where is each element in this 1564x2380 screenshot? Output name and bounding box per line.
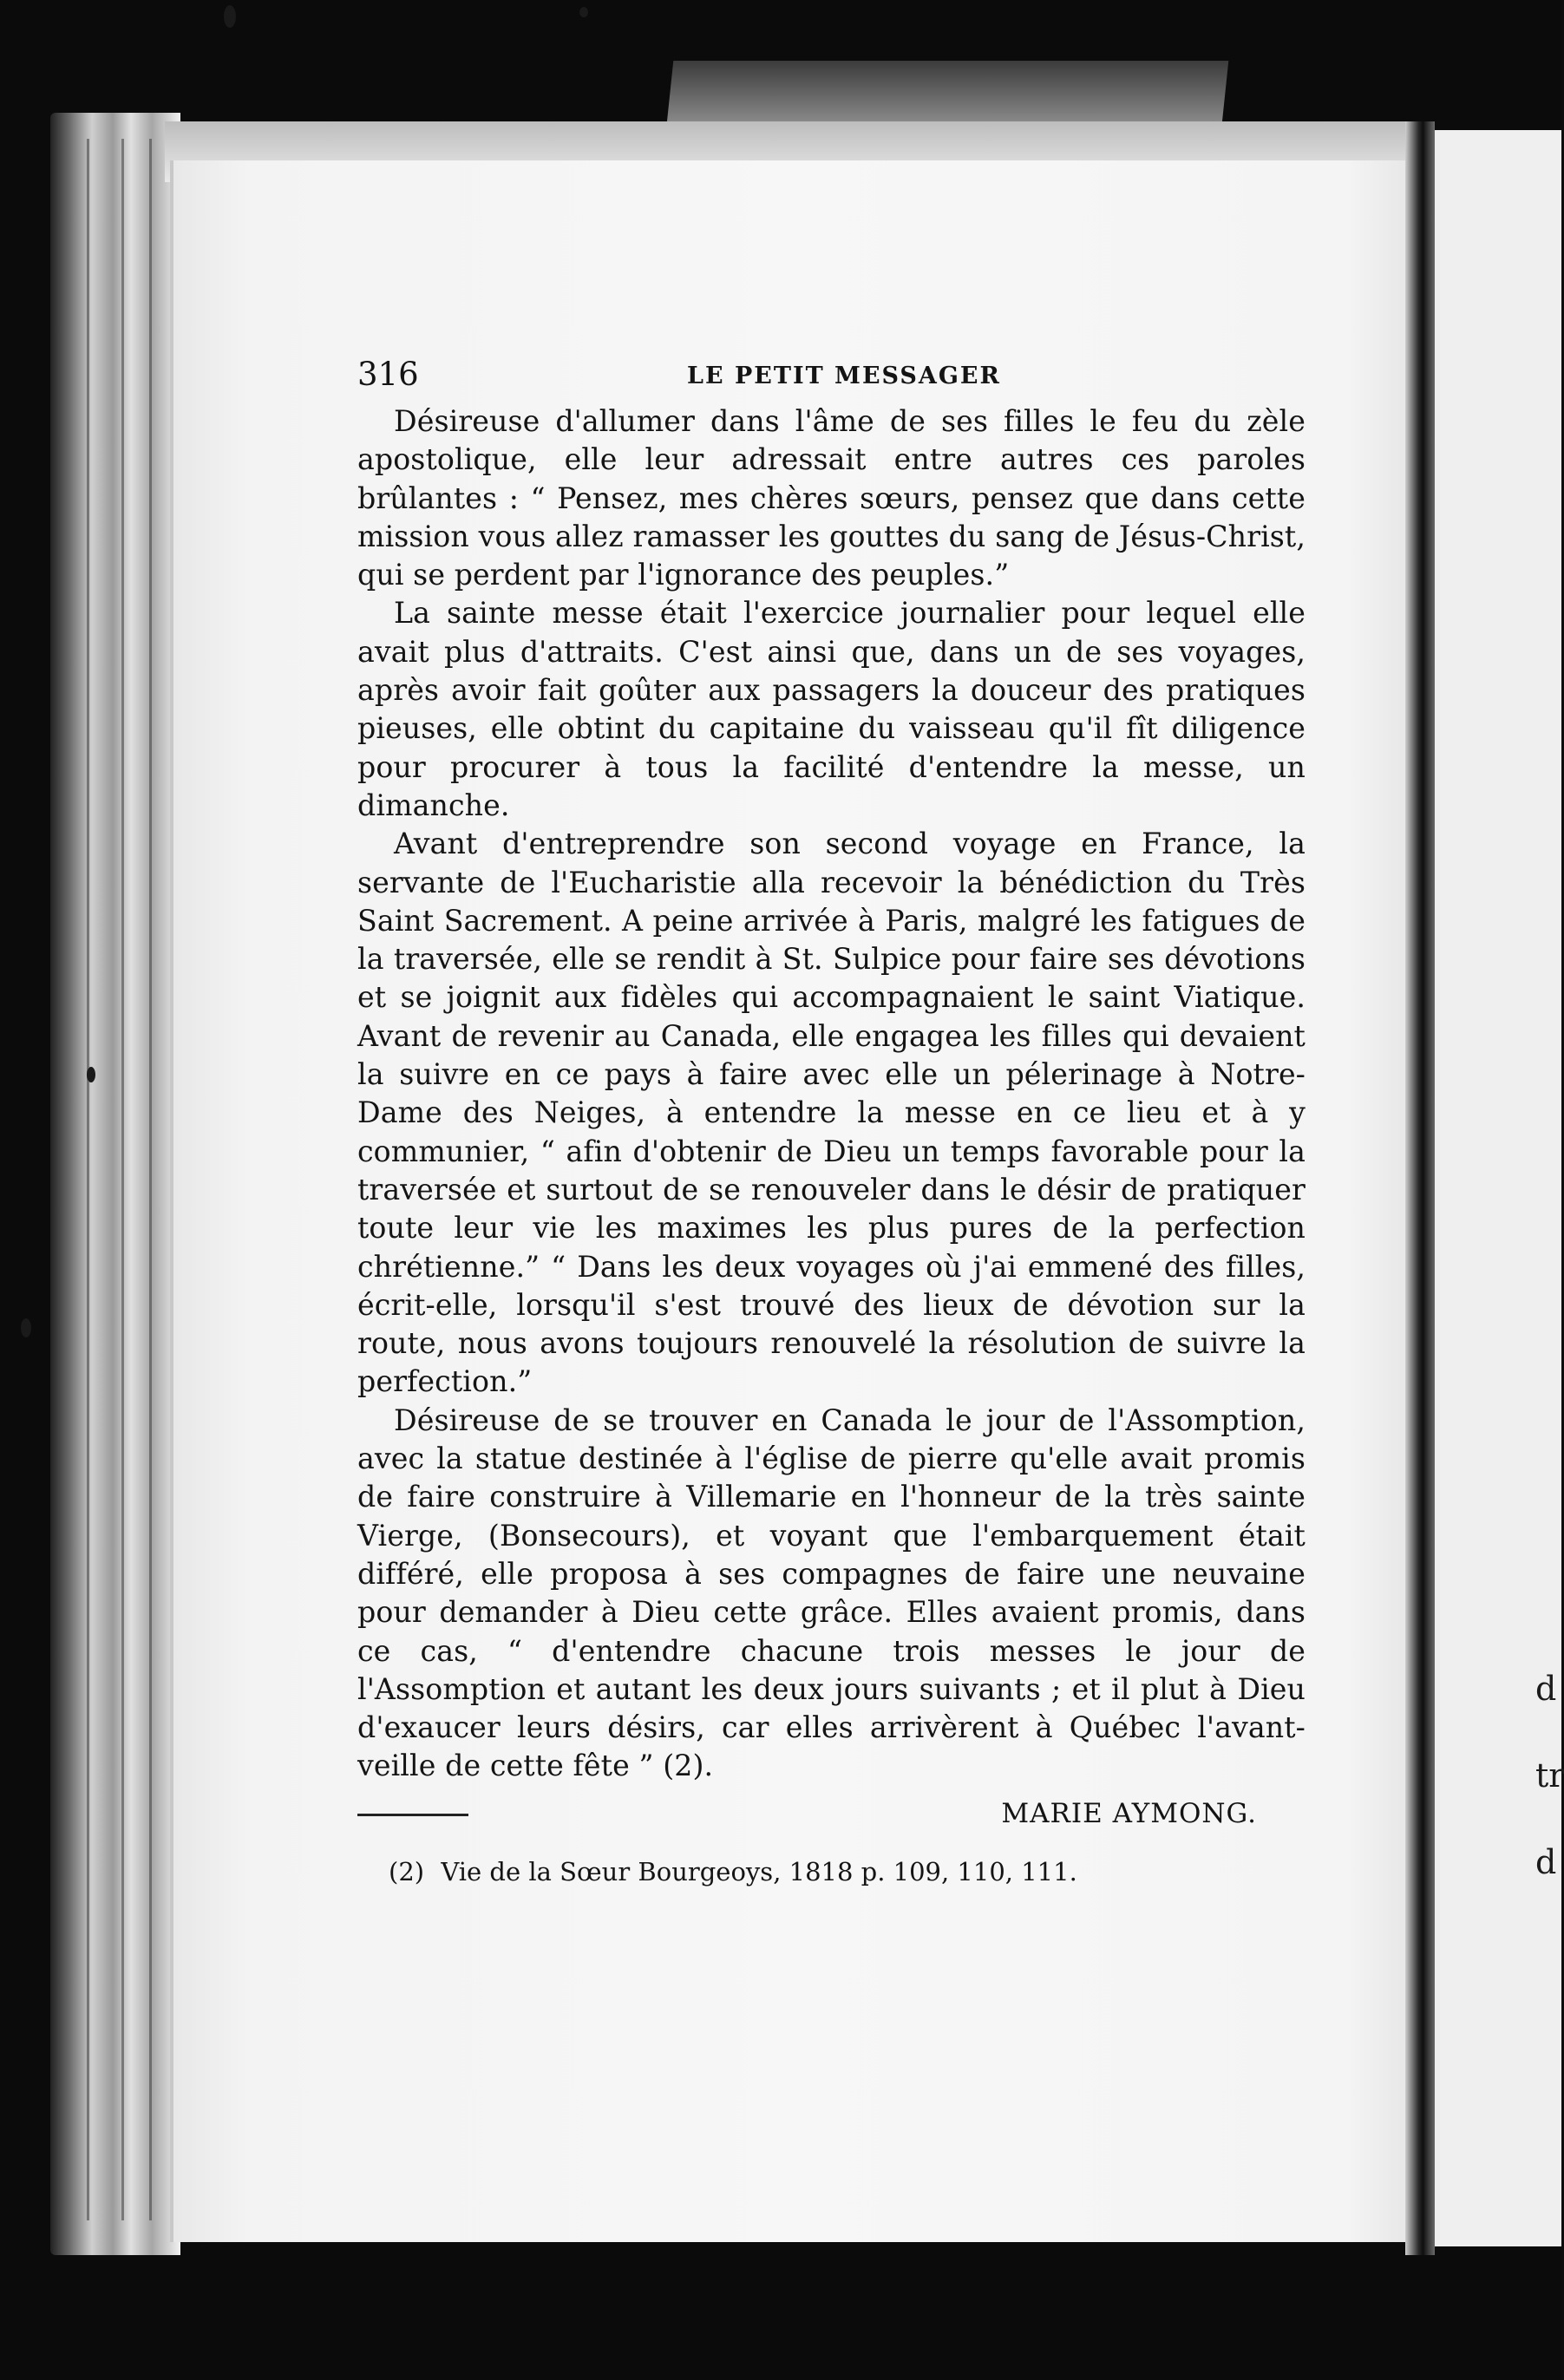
signature-block [357, 1798, 1306, 1836]
facing-page-fragment: tr [1535, 1756, 1564, 1795]
book-gutter [1405, 121, 1435, 2255]
footnote-rule [357, 1814, 468, 1816]
running-head [357, 356, 1306, 402]
author-signature: MARIE AYMONG. [1001, 1797, 1257, 1829]
running-title: LE PETIT MESSAGER [687, 363, 1001, 389]
footnote [357, 1855, 1306, 1888]
paragraph: La sainte messe était l'exercice journalier pour lequel elle avait plus d'attraits. C'est ainsi que, dans un de ses voyages, après avoir fait goûter aux passagers la douceur des pratiques pieuses, elle obtint du capitaine du vaisseau qu'il fît diligence pour procurer à tous la facilité d'entendre la messe, un dimanche. [357, 596, 1306, 822]
paragraph: Avant d'entreprendre son second voyage en France, la servante de l'Eucharistie alla recevoir la bénédiction du Très Saint Sacrement. A peine arrivée à Paris, malgré les fatigues de la traversée, elle se rendit à St. Sulpice pour faire ses dévotions et se joignit aux fidèles qui accompagnaient le saint Viatique. Avant de revenir au Canada, elle engagea les filles qui devaient la suivre en ce pays à faire avec elle un pélerinage à Notre-Dame des Neiges, à entendre la messe en ce lieu et à y communier, “ afin d'obtenir de Dieu un temps favorable pour la traversée et surtout de se renouveler dans le désir de pratiquer toute leur vie les maximes les plus pures de la perfection chrétienne.” “ Dans les deux voyages où j'ai emmené des filles, écrit-elle, lorsqu'il s'est trouvé des lieux de dévotion sur la route, nous avons toujours renouvelé la résolution de suivre la perfection.” [357, 827, 1306, 1399]
footnote-marker: (2) [389, 1856, 425, 1886]
facing-page-fragment: d [1535, 1670, 1557, 1708]
page-content [357, 356, 1306, 1888]
page-stack-edge [50, 113, 180, 2255]
page-number: 316 [357, 356, 419, 393]
scan-speck [87, 1067, 95, 1082]
scan-speck [224, 5, 236, 28]
scan-speck [579, 7, 588, 17]
footnote-text: Vie de la Sœur Bourgeoys, 1818 p. 109, 110, 111. [441, 1856, 1077, 1886]
page-edge-line [149, 139, 152, 2220]
scan-speck [21, 1318, 31, 1337]
paragraph: Désireuse d'allumer dans l'âme de ses filles le feu du zèle apostolique, elle leur adressait entre autres ces paroles brûlantes : “ Pensez, mes chères sœurs, pensez que dans cette mission vous allez ramasser les gouttes du sang de Jésus-Christ, qui se perdent par l'ignorance des peuples.” [357, 404, 1306, 592]
page-edge-line [87, 139, 89, 2220]
facing-page-fragment: d [1535, 1843, 1557, 1881]
paragraph: Désireuse de se trouver en Canada le jour de l'Assomption, avec la statue destinée à l'église de pierre qu'elle avait promis de faire construire à Villemarie en l'honneur de la très sainte Vierge, (Bonsecours), et voyant que l'embarquement était différé, elle proposa à ses compagnes de faire une neuvaine pour demander à Dieu cette grâce. Elles avaient promis, dans ce cas, “ d'entendre chacune trois messes le jour de l'Assomption et autant les deux jours suivants ; et il plut à Dieu d'exaucer leurs désirs, car elles arrivèrent à Québec l'avant-veille de cette fête ” (2). [357, 1402, 1306, 1783]
facing-page [1423, 130, 1561, 2246]
page-edge-line [121, 139, 124, 2220]
